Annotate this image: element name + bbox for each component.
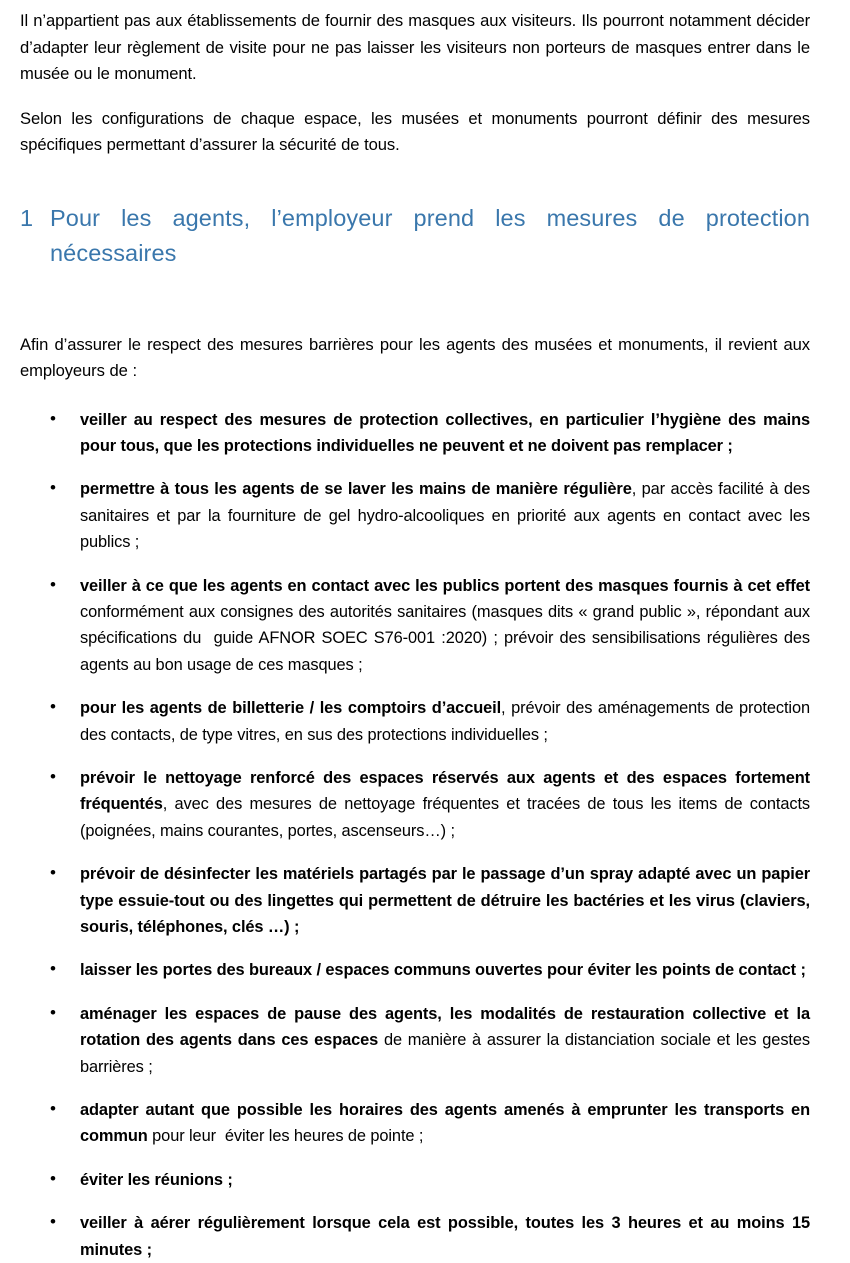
list-item-bold-text: veiller à ce que les agents en contact avec les publics portent des masques fournis à cet effet — [80, 577, 810, 595]
list-item-bold-text: prévoir de désinfecter les matériels partagés par le passage d’un spray adapté avec un papier type essuie-tout ou des lingettes qui permettent de détruire les bactéries et les virus (claviers, souris, téléphones, clés …) ; — [80, 865, 814, 936]
list-item — [20, 1210, 810, 1263]
list-item-bold-text: adapter autant que possible les horaires des agents amenés à emprunter les transports en commun — [80, 1101, 814, 1145]
list-item-normal-text: de manière à assurer la distanciation sociale et les gestes barrières ; — [80, 1031, 814, 1075]
heading-number: 1 — [20, 201, 50, 236]
list-item — [20, 1001, 810, 1080]
list-item-bold-text: laisser les portes des bureaux / espaces communs ouvertes pour éviter les points de contact ; — [80, 961, 806, 979]
list-item-normal-text: , prévoir des aménagements de protection des contacts, de type vitres, en sus des protections individuelles ; — [80, 699, 814, 743]
list-item — [20, 573, 810, 679]
list-item-normal-text: , avec des mesures de nettoyage fréquentes et tracées de tous les items de contacts (poignées, mains courantes, portes, ascenseurs…) ; — [80, 795, 814, 839]
paragraph-1: Il n’appartient pas aux établissements de fournir des masques aux visiteurs. Ils pourront notamment décider d’adapter leur règlement de visite pour ne pas laisser les visiteurs non porteurs de masques entrer dans le musée ou le monument. — [20, 8, 810, 88]
list-item — [20, 765, 810, 844]
list-item — [20, 476, 810, 555]
intro-paragraph: Afin d’assurer le respect des mesures barrières pour les agents des musées et monuments, il revient aux employeurs de : — [20, 332, 810, 385]
paragraph-2: Selon les configurations de chaque espace, les musées et monuments pourront définir des mesures spécifiques permettant d’assurer la sécurité de tous. — [20, 106, 810, 159]
list-item-normal-text: pour leur éviter les heures de pointe ; — [148, 1127, 424, 1145]
list-item — [20, 1167, 810, 1193]
list-item — [20, 861, 810, 940]
list-item-bold-text: permettre à tous les agents de se laver les mains de manière régulière — [80, 480, 632, 498]
list-item-normal-text: conformément aux consignes des autorités sanitaires (masques dits « grand public », répondant aux spécifications du guide AFNOR SOEC S76-001 :2020) ; prévoir des sensibilisations régulières des agents au bon usage de ces masques ; — [80, 577, 814, 674]
section-heading-1 — [20, 201, 810, 306]
list-item-normal-text: , par accès facilité à des sanitaires et par la fourniture de gel hydro-alcooliques en priorité aux agents en contact avec les publics ; — [80, 480, 814, 551]
list-item-bold-text: aménager les espaces de pause des agents, les modalités de restauration collective et la rotation des agents dans ces espaces — [80, 1005, 814, 1049]
heading-title: Pour les agents, l’employeur prend les mesures de protection nécessaires — [50, 201, 810, 306]
list-item-bold-text: prévoir le nettoyage renforcé des espaces réservés aux agents et des espaces fortement fréquentés — [80, 769, 814, 813]
list-item-bold-text: éviter les réunions ; — [80, 1171, 233, 1189]
list-item — [20, 957, 810, 983]
list-item — [20, 695, 810, 748]
measures-list — [20, 407, 810, 1263]
list-item-bold-text: veiller au respect des mesures de protection collectives, en particulier l’hygiène des mains pour tous, que les protections individuelles ne peuvent et ne doivent pas remplacer ; — [80, 411, 814, 455]
list-item — [20, 1097, 810, 1150]
list-item-bold-text: veiller à aérer régulièrement lorsque cela est possible, toutes les 3 heures et au moins 15 minutes ; — [80, 1214, 814, 1258]
list-item — [20, 407, 810, 460]
list-item-bold-text: pour les agents de billetterie / les comptoirs d’accueil — [80, 699, 501, 717]
